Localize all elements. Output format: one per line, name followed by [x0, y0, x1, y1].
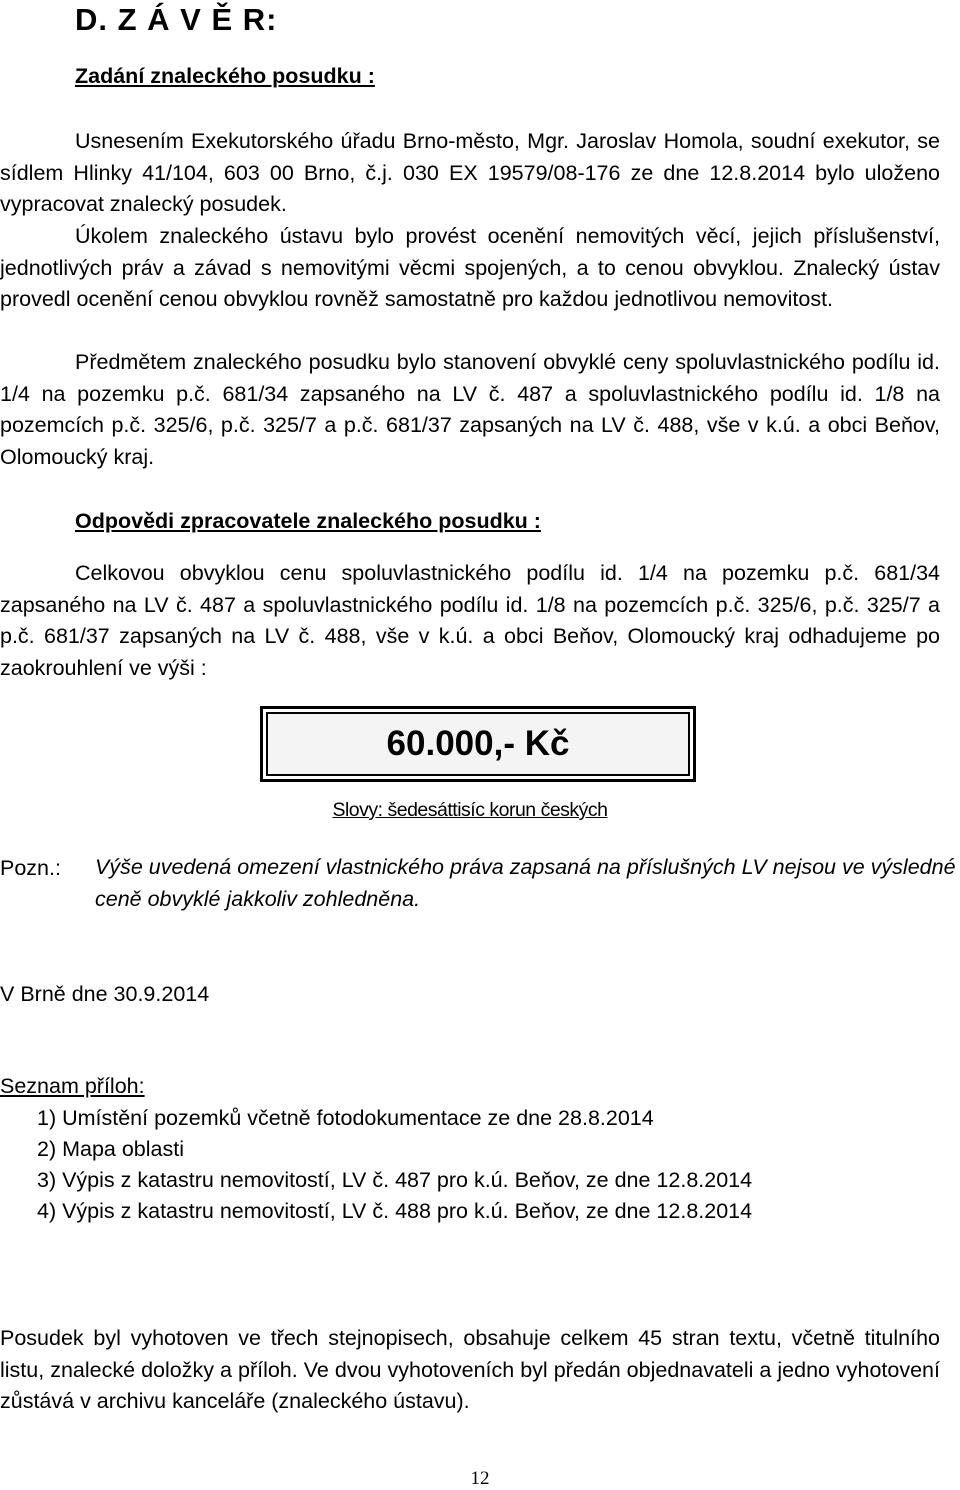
attachments-list — [37, 1103, 752, 1227]
attachments-heading: Seznam příloh: — [0, 1074, 145, 1098]
list-item: 1) Umístění pozemků včetně fotodokumentace ze dne 28.8.2014 — [37, 1106, 654, 1130]
closing-text: Posudek byl vyhotoven ve třech stejnopisech, obsahuje celkem 45 stran textu, včetně titulního listu, znalecké doložky a příloh. Ve dvou vyhotoveních byl předán objednavateli a jedno vyhotovení zůstává v archivu kanceláře (znaleckého ústavu). — [0, 1326, 940, 1413]
assignment-heading: Zadání znaleckého posudku : — [75, 64, 375, 88]
answer-heading: Odpovědi zpracovatele znaleckého posudku : — [75, 509, 541, 533]
list-item: 3) Výpis z katastru nemovitostí, LV č. 487 pro k.ú. Beňov, ze dne 12.8.2014 — [37, 1168, 753, 1192]
task-text: Úkolem znaleckého ústavu bylo provést ocenění nemovitých věcí, jejich příslušenství, jednotlivých práv a závad s nemovitými věcmi spojených, a to cenou obvyklou. Znalecký ústav provedl ocenění cenou obvyklou rovněž samostatně pro každou jednotlivou nemovitost. — [0, 224, 940, 311]
price-in-words: Slovy: šedesáttisíc korun českých — [332, 799, 608, 821]
list-item: 4) Výpis z katastru nemovitostí, LV č. 488 pro k.ú. Beňov, ze dne 12.8.2014 — [37, 1199, 753, 1223]
assignment-text: Usnesením Exekutorského úřadu Brno-město, Mgr. Jaroslav Homola, soudní exekutor, se sídlem Hlinky 41/104, 603 00 Brno, č.j. 030 EX 19579/08-176 ze dne 12.8.2014 bylo uloženo vypracovat znalecký posudek. — [0, 129, 940, 216]
note-text: Výše uvedená omezení vlastnického práva zapsaná na příslušných LV nejsou ve výsledné ceně obvyklé jakkoliv zohledněna. — [95, 855, 956, 911]
place-date: V Brně dne 30.9.2014 — [0, 982, 210, 1006]
list-item: 2) Mapa oblasti — [37, 1137, 184, 1161]
section-title: D. Z Á V Ě R: — [75, 2, 278, 37]
answer-text: Celkovou obvyklou cenu spoluvlastnického podílu id. 1/4 na pozemku p.č. 681/34 zapsaného na LV č. 487 a spoluvlastnického podílu id. 1/8 na pozemcích p.č. 325/6, p.č. 325/7 a p.č. 681/37 zapsaných na LV č. 488, vše v k.ú. a obci Beňov, Olomoucký kraj odhadujeme po zaokrouhlení ve výši : — [0, 561, 940, 680]
price-box — [260, 706, 696, 782]
note-label: Pozn.: — [0, 856, 61, 880]
subject-text: Předmětem znaleckého posudku bylo stanovení obvyklé ceny spoluvlastnického podílu id. 1/4 na pozemku p.č. 681/34 zapsaného na LV č. 487 a spoluvlastnického podílu id. 1/8 na pozemcích p.č. 325/6, p.č. 325/7 a p.č. 681/37 zapsaných na LV č. 488, vše v k.ú. a obci Beňov, Olomoucký kraj. — [0, 350, 940, 469]
page-number: 12 — [470, 1468, 490, 1489]
price-value: 60.000,- Kč — [266, 712, 690, 776]
